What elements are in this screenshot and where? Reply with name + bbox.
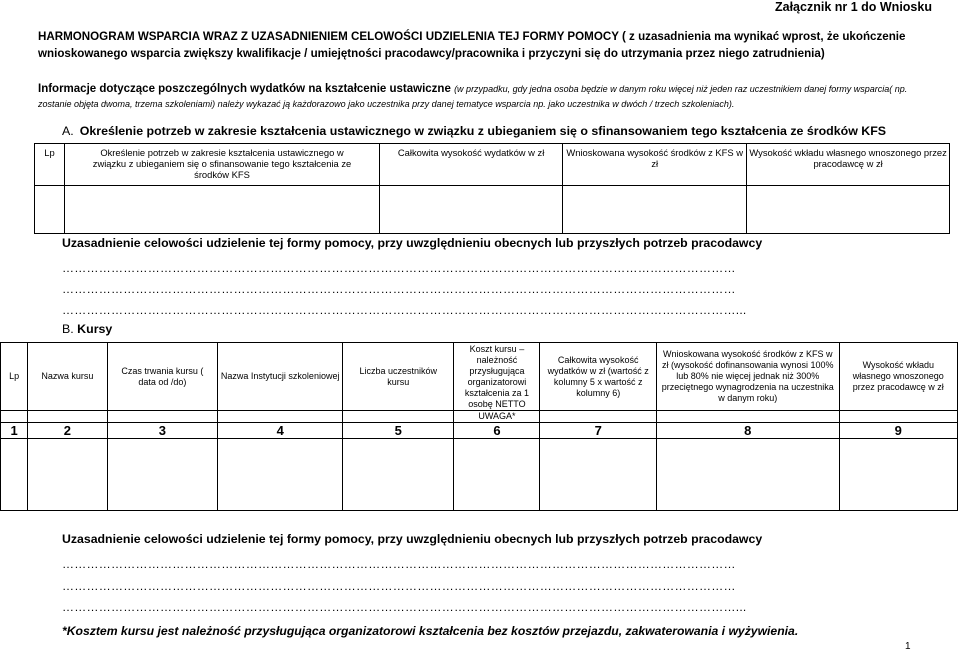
section-b-title: Kursy: [77, 322, 113, 336]
header-needs: Określenie potrzeb w zakresie kształcenia ustawicznego w związku z ubieganiem się o sfinansowanie tego kształcenia ze środków KFS: [64, 144, 379, 186]
cell-total-expenses[interactable]: [540, 439, 656, 511]
column-number-row: [1, 423, 958, 439]
cell-lp[interactable]: [35, 186, 65, 234]
cell-empty: [1, 411, 28, 423]
justification-label-b: Uzasadnienie celowości udzielenie tej formy pomocy, przy uwzględnieniu obecnych lub przyszłych potrzeb pracodawcy: [62, 532, 763, 546]
page-number: 1: [905, 641, 911, 652]
footnote: *Kosztem kursu jest należność przysługująca organizatorowi kształcenia bez kosztów przejazdu, zakwaterowania i wyżywienia.: [62, 624, 799, 638]
cell-institution[interactable]: [218, 439, 343, 511]
courses-table-uwaga-row: [1, 411, 958, 423]
column-number: 9: [839, 423, 957, 439]
header-requested: Wnioskowana wysokość środków z KFS w zł: [563, 144, 747, 186]
cell-participants[interactable]: [343, 439, 454, 511]
cell-course-name[interactable]: [28, 439, 107, 511]
courses-table-row: [1, 439, 958, 511]
column-number: 1: [1, 423, 28, 439]
needs-table-row: [35, 186, 950, 234]
courses-table-header: [1, 343, 958, 411]
cell-lp[interactable]: [1, 439, 28, 511]
section-b-letter: B.: [62, 322, 74, 336]
cell-own-contribution[interactable]: [839, 439, 957, 511]
info-paragraph: [38, 82, 943, 112]
cell-course-cost[interactable]: [454, 439, 540, 511]
cell-empty: [218, 411, 343, 423]
header-course-name: Nazwa kursu: [28, 343, 107, 411]
header-course-cost: Koszt kursu – należność przysługująca organizatorowi kształcenia za 1 osobę NETTO: [454, 343, 540, 411]
header-requested-kfs: Wnioskowana wysokość środków z KFS w zł (wysokość dofinansowania wynosi 100% lub 80% nie więcej jednak niż 300% przeciętnego wynagrodzenia na uczestnika w danym roku): [656, 343, 839, 411]
info-note: (w przypadku, gdy jedna osoba będzie w danym roku więcej niż jeden raz uczestnikiem danej formy wsparcia( np. zostanie objęta dwoma, trzema szkoleniami) należy wykazać ją każdorazowo jako uczestnika przy danej tematyce wsparcia np. jako uczestnika w dwóch / trzech szkoleniach).: [38, 84, 908, 109]
cell-total[interactable]: [380, 186, 563, 234]
header-total-expenses: Całkowita wysokość wydatków w zł (wartość z kolumny 5 x wartość z kolumny 6): [540, 343, 656, 411]
header-total: Całkowita wysokość wydatków w zł: [380, 144, 563, 186]
needs-table: [34, 143, 950, 234]
cell-empty: [839, 411, 957, 423]
courses-table: [0, 342, 958, 511]
annex-label: Załącznik nr 1 do Wniosku: [775, 0, 932, 14]
cell-empty: [28, 411, 107, 423]
dotted-line[interactable]: …………………………………………………………………………………………………………………………………………………: [62, 579, 736, 593]
cell-own-contribution[interactable]: [747, 186, 950, 234]
cell-empty: [107, 411, 218, 423]
column-number: 4: [218, 423, 343, 439]
cell-requested[interactable]: [563, 186, 747, 234]
uwaga-note: UWAGA*: [454, 411, 540, 423]
column-number: 2: [28, 423, 107, 439]
column-number: 5: [343, 423, 454, 439]
cell-empty: [656, 411, 839, 423]
header-own-contribution: Wysokość wkładu własnego wnoszonego przez pracodawcę w zł: [839, 343, 957, 411]
cell-empty: [540, 411, 656, 423]
dotted-line[interactable]: …………………………………………………………………………………………………………………………………………………...: [62, 600, 747, 614]
needs-table-header: [35, 144, 950, 186]
cell-empty: [343, 411, 454, 423]
document-title: HARMONOGRAM WSPARCIA WRAZ Z UZASADNIENIEM CELOWOŚCI UDZIELENIA TEJ FORMY POMOCY ( z uzasadnienia ma wynikać wprost, że ukończenie wnioskowanego wsparcia zwiększy kwalifikacje / umiejętności pracodawcy/pracownika i przyczyni się do utrzymania przez niego zatrudnienia): [38, 30, 906, 60]
header-duration: Czas trwania kursu ( data od /do): [107, 343, 218, 411]
dotted-line[interactable]: …………………………………………………………………………………………………………………………………………………...: [62, 303, 747, 317]
header-own-contribution: Wysokość wkładu własnego wnoszonego przez pracodawcę w zł: [747, 144, 950, 186]
cell-requested-kfs[interactable]: [656, 439, 839, 511]
header-institution: Nazwa Instytucji szkoleniowej: [218, 343, 343, 411]
info-lead: Informacje dotyczące poszczególnych wydatków na kształcenie ustawiczne: [38, 83, 451, 95]
column-number: 6: [454, 423, 540, 439]
header-lp: Lp: [35, 144, 65, 186]
section-a-letter: A.: [62, 124, 74, 138]
section-a-title: Określenie potrzeb w zakresie kształcenia ustawicznego w związku z ubieganiem się o sfinansowaniem tego kształcenia ze środków KFS: [79, 124, 887, 138]
dotted-line[interactable]: …………………………………………………………………………………………………………………………………………………: [62, 282, 736, 296]
cell-duration[interactable]: [107, 439, 218, 511]
column-number: 3: [107, 423, 218, 439]
dotted-line[interactable]: …………………………………………………………………………………………………………………………………………………: [62, 261, 736, 275]
dotted-line[interactable]: …………………………………………………………………………………………………………………………………………………: [62, 557, 736, 571]
column-number: 8: [656, 423, 839, 439]
column-number: 7: [540, 423, 656, 439]
cell-needs[interactable]: [64, 186, 379, 234]
section-a-heading: [62, 124, 886, 138]
header-lp: Lp: [1, 343, 28, 411]
justification-label-a: Uzasadnienie celowości udzielenie tej formy pomocy, przy uwzględnieniu obecnych lub przyszłych potrzeb pracodawcy: [62, 236, 763, 250]
section-b-heading: [62, 322, 112, 336]
header-participants: Liczba uczestników kursu: [343, 343, 454, 411]
